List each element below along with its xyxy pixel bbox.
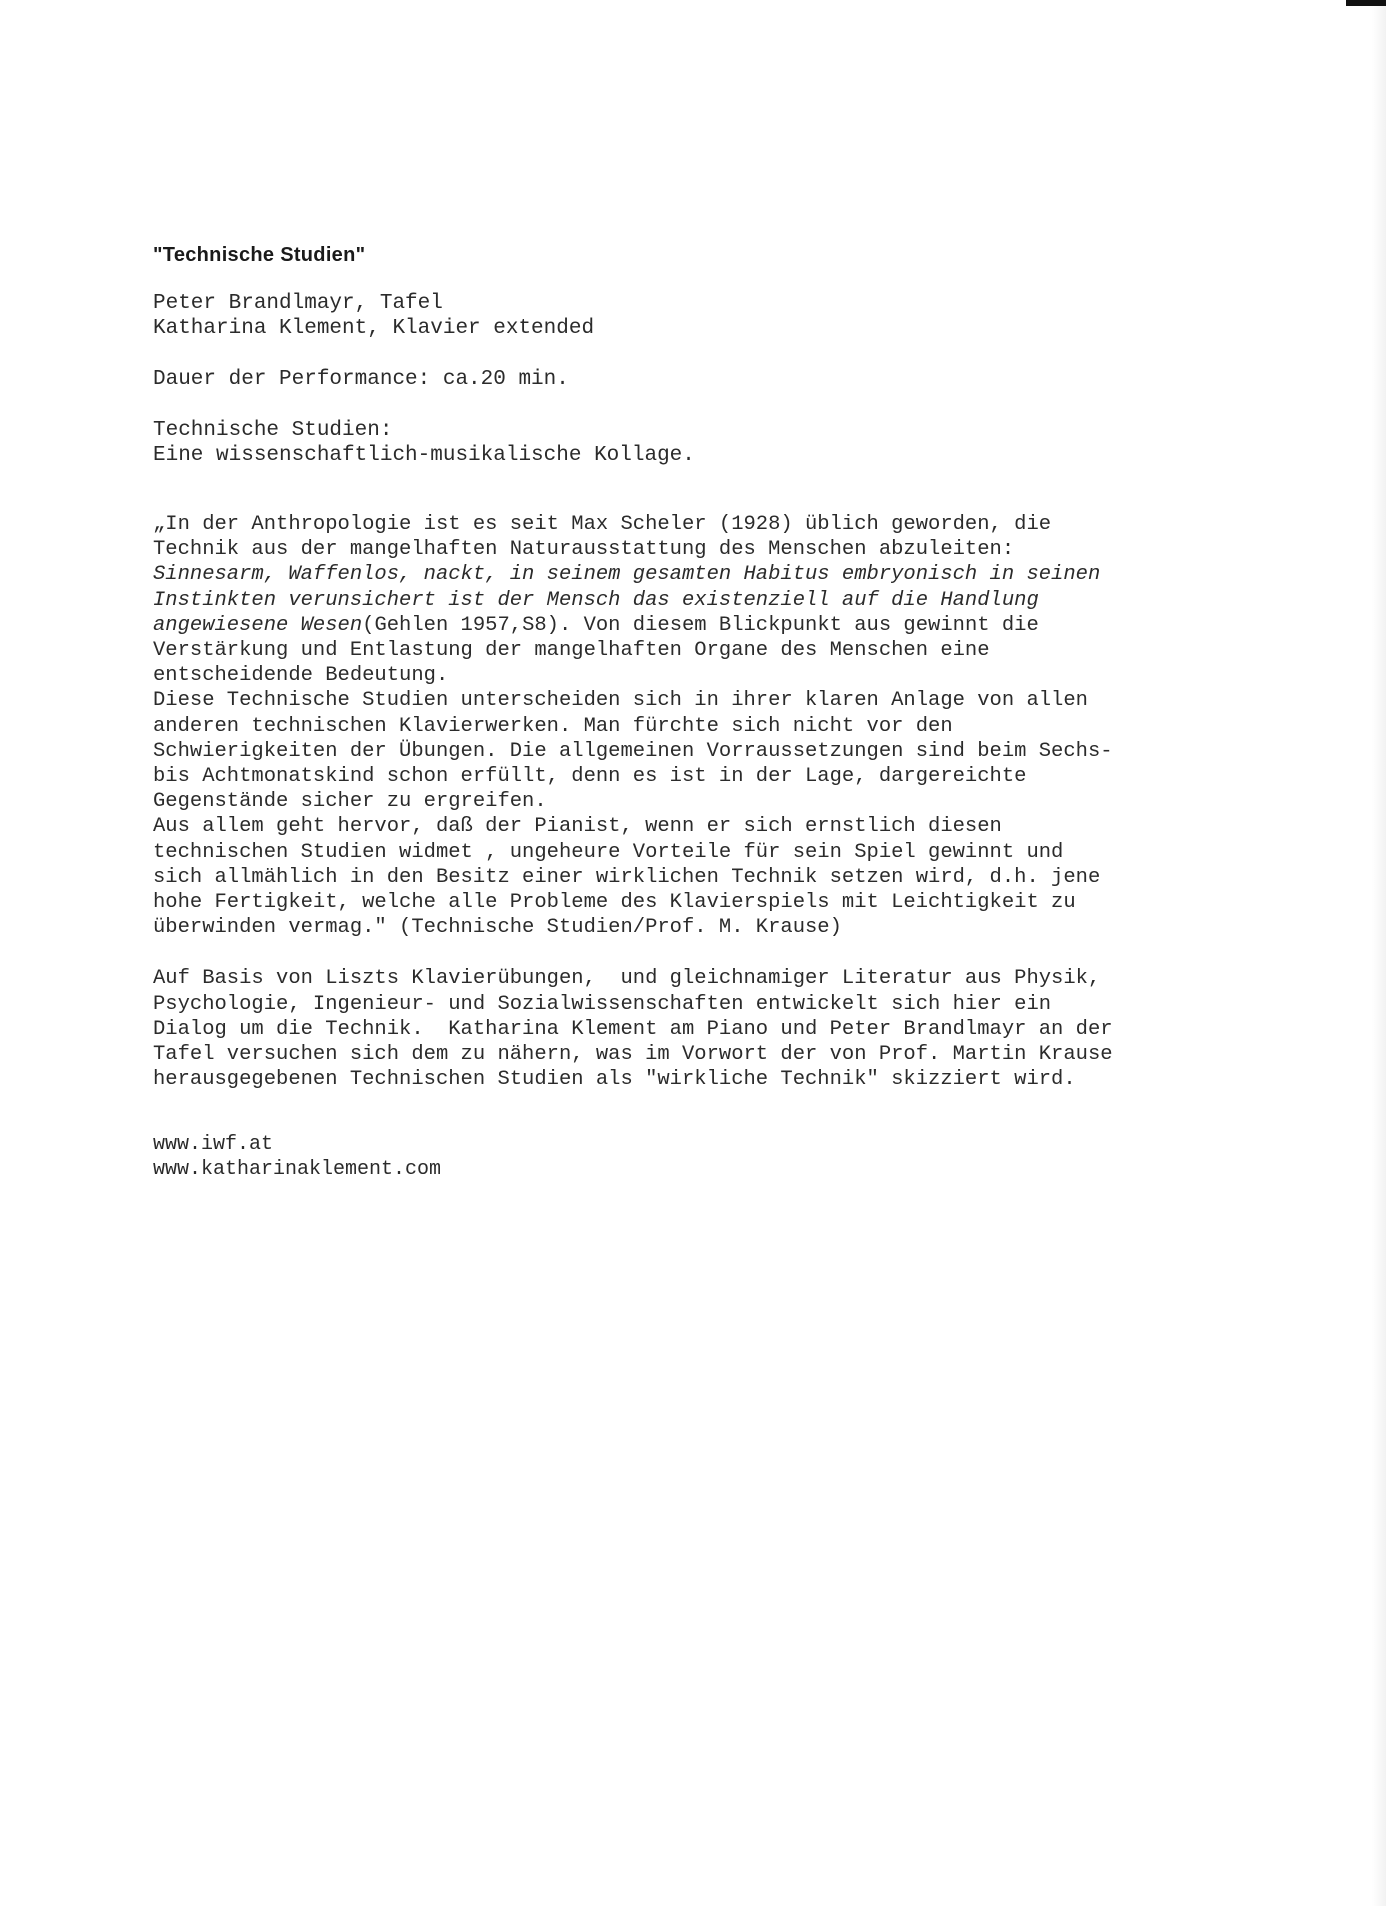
description-line: Auf Basis von Liszts Klavierübungen, und gleichnamiger Literatur aus Physik, bbox=[153, 967, 1101, 991]
description-line: Tafel versuchen sich dem zu nähern, was im Vorwort der von Prof. Martin Krause bbox=[153, 1043, 1113, 1067]
description-paragraph bbox=[153, 966, 1213, 1092]
links-block bbox=[153, 1132, 1213, 1182]
quote-line: Schwierigkeiten der Übungen. Die allgemeinen Vorraussetzungen sind beim Sechs- bbox=[153, 739, 1113, 763]
credit-line: Katharina Klement, Klavier extended bbox=[153, 317, 595, 340]
subtitle-line: Eine wissenschaftlich-musikalische Kollage. bbox=[153, 444, 695, 467]
subtitle-line: Technische Studien: bbox=[153, 419, 393, 442]
quote-line-italic: Sinnesarm, Waffenlos, nackt, in seinem gesamten Habitus embryonisch in seinen bbox=[153, 563, 1101, 587]
scan-shadow bbox=[1372, 0, 1386, 1906]
quote-line: sich allmählich in den Besitz einer wirklichen Technik setzen wird, d.h. jene bbox=[153, 865, 1101, 889]
quote-line: Verstärkung und Entlastung der mangelhaften Organe des Menschen eine bbox=[153, 639, 990, 663]
quote-citation: (Gehlen 1957,S8). Von diesem Blickpunkt aus gewinnt die bbox=[362, 613, 1039, 637]
quote-line: technischen Studien widmet , ungeheure Vorteile für sein Spiel gewinnt und bbox=[153, 840, 1064, 864]
quote-line: entscheidende Bedeutung. bbox=[153, 664, 449, 688]
document-title: "Technische Studien" bbox=[153, 244, 366, 266]
quote-line: bis Achtmonatskind schon erfüllt, denn es ist in der Lage, dargereichte bbox=[153, 765, 1027, 789]
quote-line-italic: Instinkten verunsichert ist der Mensch das existenziell auf die Handlung bbox=[153, 588, 1039, 612]
quote-line: Technik aus der mangelhaften Naturausstattung des Menschen abzuleiten: bbox=[153, 538, 1015, 562]
quote-italic-fragment: angewiesene Wesen bbox=[153, 613, 363, 637]
credit-line: Peter Brandlmayr, Tafel bbox=[153, 292, 443, 315]
link-iwf[interactable]: www.iwf.at bbox=[153, 1133, 274, 1157]
duration-block bbox=[153, 367, 1213, 392]
description-line: herausgegebenen Technischen Studien als "wirkliche Technik" skizziert wird. bbox=[153, 1068, 1076, 1092]
quote-line-mixed bbox=[153, 613, 1213, 638]
quote-line: anderen technischen Klavierwerken. Man fürchte sich nicht vor den bbox=[153, 714, 953, 738]
quote-line: Diese Technische Studien unterscheiden sich in ihrer klaren Anlage von allen bbox=[153, 689, 1088, 713]
quote-line: Gegenstände sicher zu ergreifen. bbox=[153, 790, 547, 814]
description-line: Dialog um die Technik. Katharina Klement am Piano und Peter Brandlmayr an der bbox=[153, 1017, 1113, 1041]
document-body bbox=[153, 244, 1213, 1182]
quote-paragraph bbox=[153, 512, 1213, 940]
quote-line: Aus allem geht hervor, daß der Pianist, wenn er sich ernstlich diesen bbox=[153, 815, 1002, 839]
subtitle-block bbox=[153, 418, 1213, 468]
link-katharinaklement[interactable]: www.katharinaklement.com bbox=[153, 1158, 442, 1182]
scan-edge-mark bbox=[1346, 0, 1386, 6]
quote-line: überwinden vermag." (Technische Studien/Prof. M. Krause) bbox=[153, 916, 842, 940]
quote-line: hohe Fertigkeit, welche alle Probleme des Klavierspiels mit Leichtigkeit zu bbox=[153, 891, 1076, 915]
credits bbox=[153, 291, 1213, 341]
quote-line: „In der Anthropologie ist es seit Max Scheler (1928) üblich geworden, die bbox=[153, 513, 1052, 536]
description-line: Psychologie, Ingenieur- und Sozialwissenschaften entwickelt sich hier ein bbox=[153, 992, 1052, 1016]
duration-line: Dauer der Performance: ca.20 min. bbox=[153, 368, 569, 391]
